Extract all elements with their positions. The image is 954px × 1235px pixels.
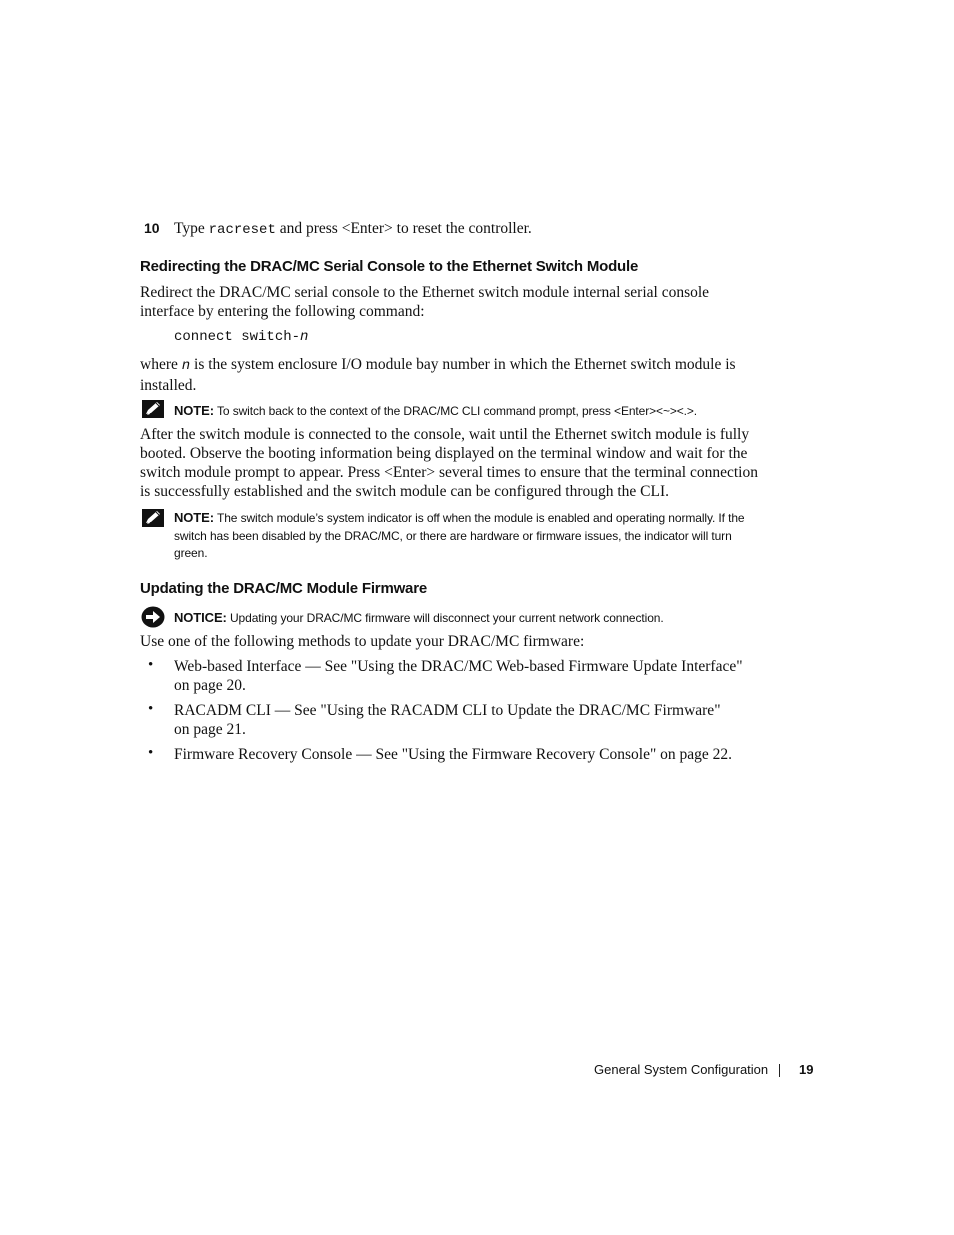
note-2-text: The switch module’s system indicator is off when the module is enabled and operating normally. If the switch has been disabled by the DRAC/MC, or there are hardware or firmware issues, the indicator will turn green. <box>174 511 745 560</box>
note-1 <box>174 402 764 421</box>
pencil-note-icon <box>142 400 164 423</box>
note-1-label: NOTE: <box>174 403 214 418</box>
pencil-note-icon <box>142 509 164 532</box>
update-intro-paragraph: Use one of the following methods to update your DRAC/MC firmware: <box>140 633 585 650</box>
step-code: racreset <box>208 222 276 238</box>
section-heading-redirecting: Redirecting the DRAC/MC Serial Console to the Ethernet Switch Module <box>140 258 639 275</box>
command-variable: n <box>300 329 309 345</box>
note-1-text: To switch back to the context of the DRAC/MC CLI command prompt, press <Enter><~><.>. <box>216 404 698 418</box>
step-text-after: and press <Enter> to reset the controller. <box>275 220 532 237</box>
redirect-intro-paragraph: Redirect the DRAC/MC serial console to the Ethernet switch module internal serial console interface by entering the following command: <box>140 284 710 320</box>
where-paragraph <box>140 355 765 395</box>
command-line <box>174 329 308 345</box>
page-number: 19 <box>799 1062 814 1077</box>
step-text <box>174 219 532 240</box>
step-number: 10 <box>144 220 160 236</box>
arrow-circle-notice-icon <box>141 606 165 633</box>
notice-text: Updating your DRAC/MC firmware will disconnect your current network connection. <box>229 611 664 625</box>
list-item: RACADM CLI — See "Using the RACADM CLI to Update the DRAC/MC Firmware" on page 21. <box>174 702 721 738</box>
step-text-before: Type <box>174 220 209 237</box>
bullet-dot: • <box>148 701 154 717</box>
list-item: Firmware Recovery Console — See "Using the Firmware Recovery Console" on page 22. <box>174 746 733 763</box>
section-heading-updating: Updating the DRAC/MC Module Firmware <box>140 580 427 597</box>
bullet-dot: • <box>148 745 154 761</box>
list-item: Web-based Interface — See "Using the DRAC/MC Web-based Firmware Update Interface" on page 20. <box>174 658 743 694</box>
command-text: connect switch- <box>174 329 301 345</box>
switch-boot-paragraph: After the switch module is connected to the console, wait until the Ethernet switch module is fully booted. Observe the booting information being displayed on the terminal window and wait for the switch module prompt to appear. Press <Enter> several times to ensure that the terminal connection is successfully established and the switch module can be configured through the CLI. <box>140 426 758 500</box>
where-suffix: is the system enclosure I/O module bay number in which the Ethernet switch module is installed. <box>140 356 736 394</box>
bullet-dot: • <box>148 657 154 673</box>
notice <box>174 609 764 628</box>
notice-label: NOTICE: <box>174 610 227 625</box>
where-variable: n <box>181 358 191 374</box>
note-2 <box>174 509 764 563</box>
note-2-label: NOTE: <box>174 510 214 525</box>
footer-section-title: General System Configuration <box>594 1062 769 1077</box>
where-prefix: where <box>140 356 182 373</box>
footer-divider <box>779 1064 780 1077</box>
